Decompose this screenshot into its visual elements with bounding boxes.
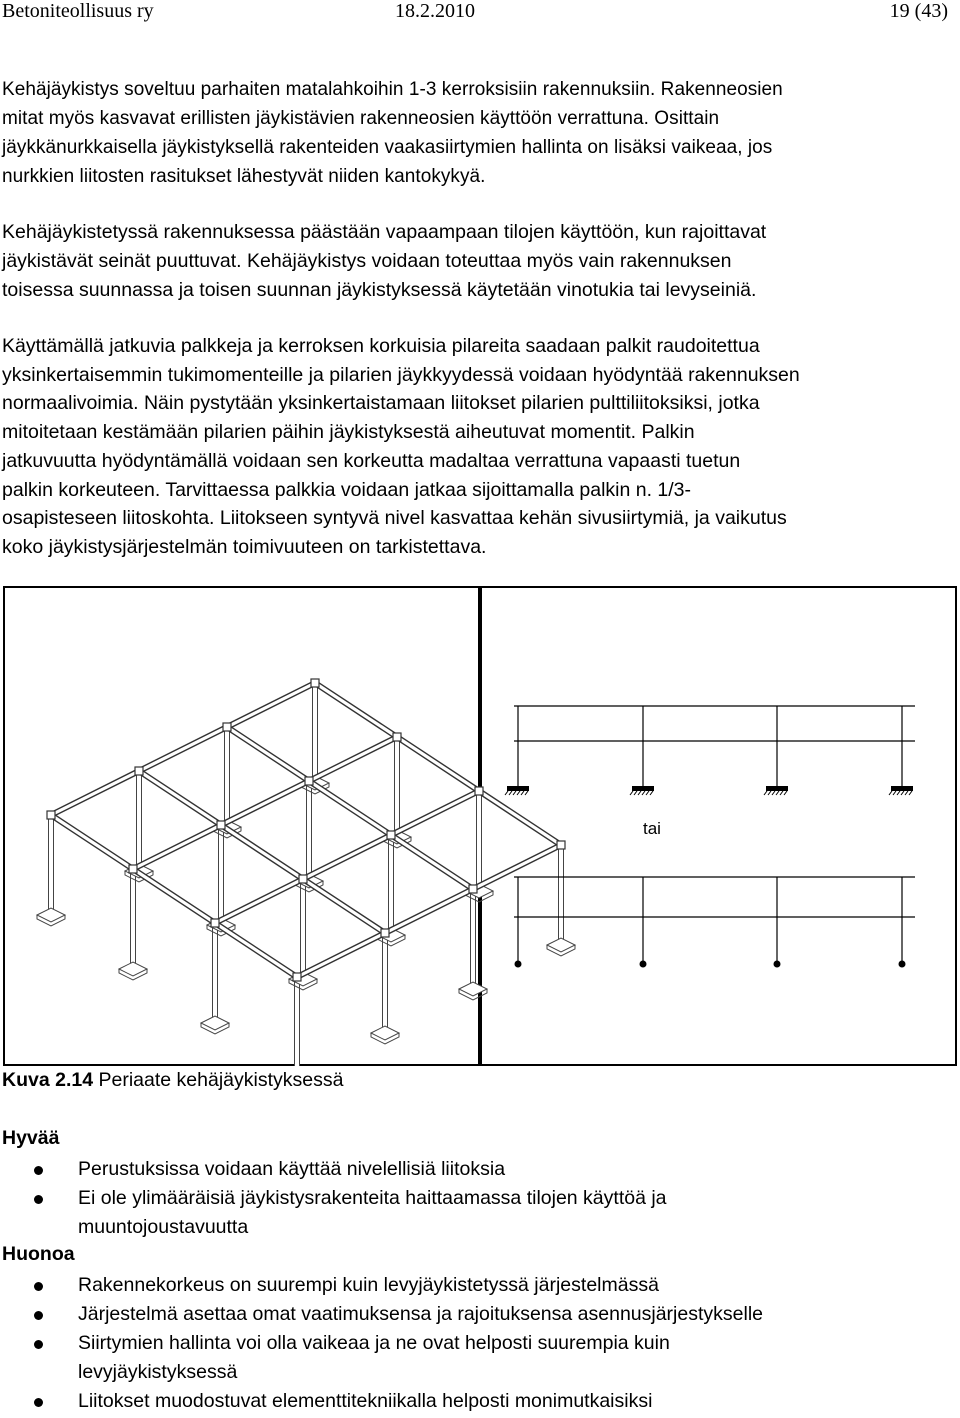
joint <box>393 733 401 741</box>
joint <box>217 821 225 829</box>
list-item <box>0 1300 763 1329</box>
paragraph-2 <box>2 218 942 305</box>
joint <box>475 787 483 795</box>
paragraph-line: koko jäykistysjärjestelmän toimivuuteen on tarkistettava. <box>2 535 487 558</box>
paragraph-line: jatkuvuutta hyödyntämällä voidaan sen korkeutta madaltaa verrattuna vapaasti tuetun <box>2 449 741 472</box>
right-panel-border <box>481 587 956 1065</box>
list-item <box>0 1155 667 1184</box>
paragraph-line: Käyttämällä jatkuvia palkkeja ja kerroksen korkuisia pilareita saadaan palkit raudoitettua <box>2 335 760 357</box>
paragraph-1 <box>2 75 942 191</box>
list-item-text: levyjäykistyksessä <box>78 1361 238 1383</box>
paragraph-line: Kehäjäykistys soveltuu parhaiten matalahkoihin 1-3 kerroksisiin rakennuksiin. Rakenneosien <box>2 79 783 100</box>
joint <box>211 919 219 927</box>
paragraph-line: mitat myös kasvavat erillisten jäykistävien rakenneosien käyttöön verrattuna. Osittain <box>2 108 720 129</box>
pinned-support <box>515 961 522 968</box>
figure-caption <box>2 1069 343 1092</box>
joint <box>47 811 55 819</box>
bullet-icon <box>34 1340 43 1349</box>
bullet-icon <box>34 1166 43 1175</box>
paragraph-3 <box>2 332 942 562</box>
caption-text: Periaate kehäjäykistyksessä <box>93 1069 344 1091</box>
paragraph-line: jäykistävät seinät puuttuvat. Kehäjäykistys voidaan toteuttaa myös vain rakennuksen <box>2 250 732 272</box>
bullet-icon <box>34 1282 43 1291</box>
bullet-icon <box>34 1195 43 1204</box>
paragraph-line: toisessa suunnassa ja toisen suunnan jäykistyksessä käytetään vinotukia tai levyseiniä. <box>2 279 757 301</box>
diagram-label-tai: tai <box>643 819 661 838</box>
joint <box>387 831 395 839</box>
list-item <box>0 1387 763 1416</box>
list-item <box>0 1184 667 1242</box>
pinned-support <box>774 961 781 968</box>
list-item <box>0 1271 763 1300</box>
joint <box>557 841 565 849</box>
joint <box>293 973 301 981</box>
paragraph-line: osapisteseen liitoskohta. Liitokseen syntyvä nivel kasvattaa kehän sivusiirtymiä, ja vaikutus <box>2 507 787 530</box>
bullet-icon <box>34 1311 43 1320</box>
paragraph-line: jäykkänurkkaisella jäykistyksellä rakenteiden vaakasiirtymien hallinta on lisäksi vaikeaa, jos <box>2 137 773 158</box>
paragraph-line: yksinkertaisemmin tukimomenteille ja pilarien jäykkyydessä voidaan hyödyntää rakennuksen <box>2 363 800 386</box>
list-item-text: Liitokset muodostuvat elementtitekniikalla helposti monimutkaisiksi <box>78 1390 653 1412</box>
list-item-text: Perustuksissa voidaan käyttää nivelellisiä liitoksia <box>78 1158 506 1180</box>
joint <box>311 679 319 687</box>
list-bad <box>0 1271 763 1416</box>
joint <box>469 885 477 893</box>
list-item-text: Rakennekorkeus on suurempi kuin levyjäykistetyssä järjestelmässä <box>78 1274 659 1296</box>
header-page-number: 19 (43) <box>889 0 948 22</box>
joint <box>135 767 143 775</box>
list-item-text: Ei ole ylimääräisiä jäykistysrakenteita haittaamassa tilojen käyttöä ja <box>78 1187 667 1209</box>
joint <box>299 875 307 883</box>
list-good <box>0 1155 667 1242</box>
bullet-icon <box>34 1398 43 1407</box>
list-item-text: muuntojoustavuutta <box>78 1216 249 1238</box>
joint <box>305 777 313 785</box>
figure-frame-bracing <box>3 586 958 1066</box>
list-item-text: Siirtymien hallinta voi olla vaikeaa ja ne ovat helposti suurempia kuin <box>78 1332 670 1354</box>
paragraph-line: mitoitetaan kestämään pilarien päihin jäykistyksestä aiheutuvat momentit. Palkin <box>2 421 695 444</box>
joint <box>129 865 137 873</box>
page-header <box>0 0 960 28</box>
joint <box>381 929 389 937</box>
figure-svg <box>3 586 958 1066</box>
header-date: 18.2.2010 <box>395 0 475 22</box>
paragraph-line: normaalivoimia. Näin pystytään yksinkertaistamaan liitokset pilarien pulttiliitoksiksi, jotka <box>2 392 760 415</box>
list-item <box>0 1329 763 1387</box>
section-title-bad: Huonoa <box>2 1243 75 1265</box>
list-item-text: Järjestelmä asettaa omat vaatimuksensa ja rajoituksensa asennusjärjestykselle <box>78 1303 764 1325</box>
pinned-support <box>899 961 906 968</box>
paragraph-line: nurkkien liitosten rasitukset lähestyvät niiden kantokykyä. <box>2 166 486 187</box>
pinned-support <box>640 961 647 968</box>
joint <box>223 723 231 731</box>
paragraph-line: palkin korkeuteen. Tarvittaessa palkkia voidaan jatkaa sijoittamalla palkin n. 1/3- <box>2 478 692 501</box>
paragraph-line: Kehäjäykistetyssä rakennuksessa päästään vapaampaan tilojen käyttöön, kun rajoittavat <box>2 221 767 243</box>
caption-number: Kuva 2.14 <box>2 1069 94 1091</box>
section-title-good: Hyvää <box>2 1127 60 1149</box>
header-organization: Betoniteollisuus ry <box>2 0 154 22</box>
